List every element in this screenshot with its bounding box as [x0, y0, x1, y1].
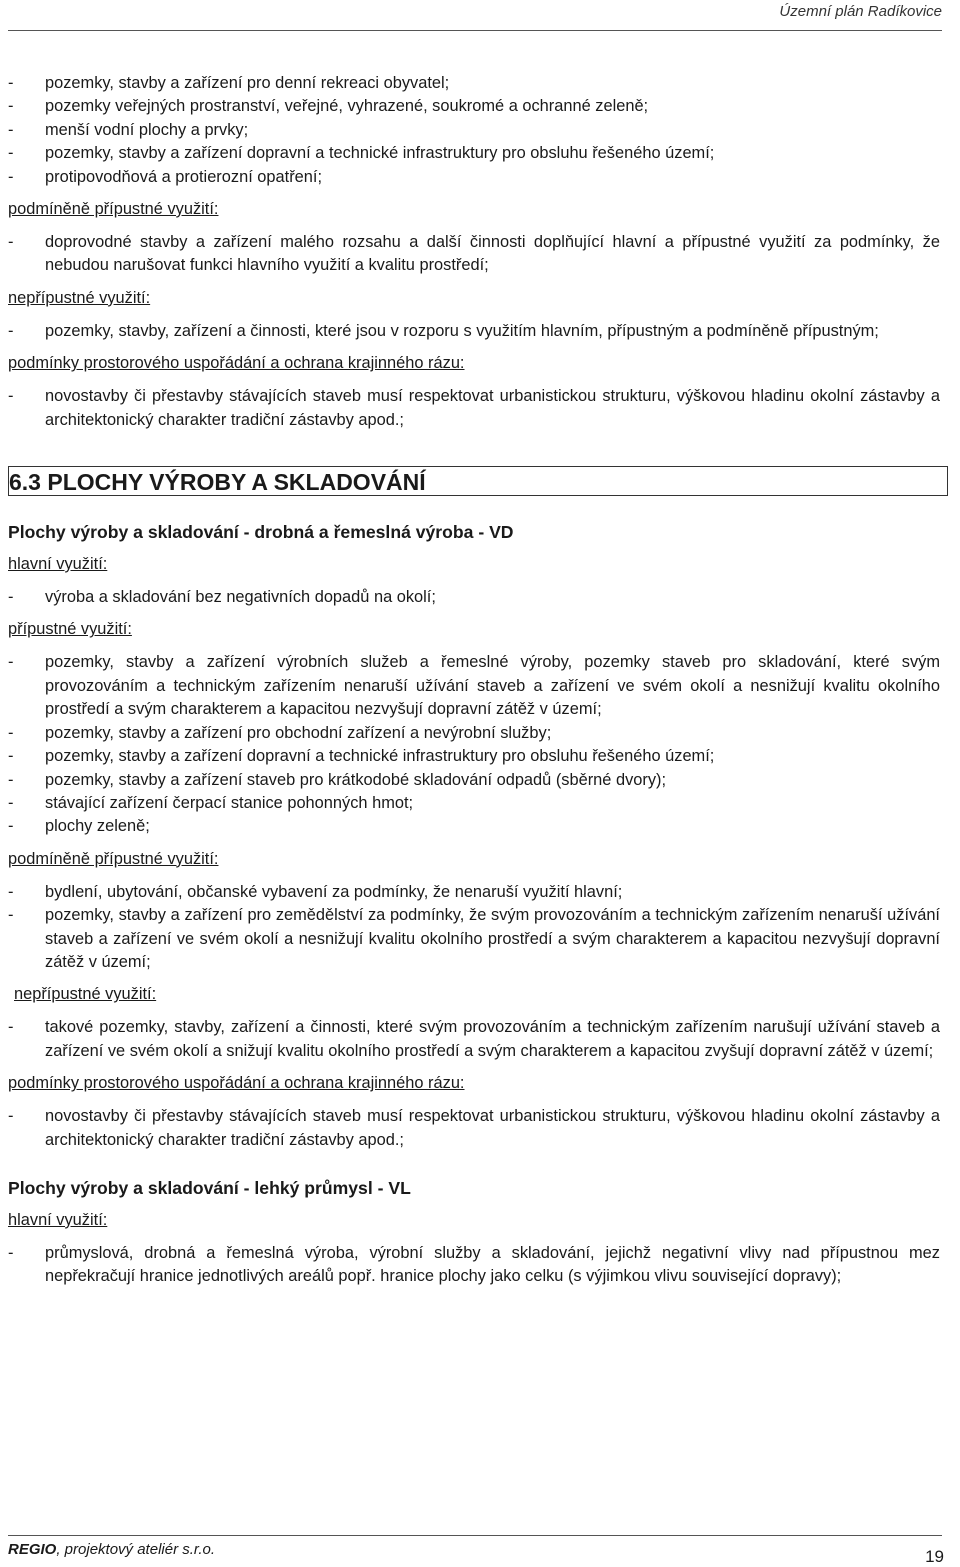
company-name	[8, 1541, 215, 1558]
list-bullet: -	[8, 906, 14, 925]
forbidden-use-list	[8, 320, 940, 343]
vd-conditional-use-list	[8, 881, 940, 975]
list-bullet: -	[8, 1018, 14, 1037]
list-item	[8, 166, 940, 189]
list-item-text: pozemky, stavby a zařízení staveb pro krátkodobé skladování odpadů (sběrné dvory);	[45, 770, 667, 789]
page-footer	[8, 1535, 944, 1566]
list-bullet: -	[8, 74, 14, 92]
intro-list	[8, 72, 940, 189]
list-item	[8, 385, 940, 432]
vl-main-use-label: hlavní využití:	[8, 1210, 108, 1229]
list-item-text: pozemky veřejných prostranství, veřejné, vyhrazené, soukromé a ochranné zeleně;	[45, 97, 649, 116]
list-item	[8, 651, 940, 721]
vd-conditional-use-label: podmíněně přípustné využití:	[8, 849, 219, 868]
document-title: Územní plán Radíkovice	[779, 3, 942, 20]
spatial-conditions-label: podmínky prostorového uspořádání a ochrana krajinného rázu:	[8, 354, 465, 373]
list-bullet: -	[8, 321, 14, 340]
document-body	[8, 72, 940, 1289]
list-item	[8, 95, 940, 118]
list-item	[8, 815, 940, 838]
list-item-text: pozemky, stavby a zařízení pro denní rekreaci obyvatel;	[45, 74, 450, 92]
list-item-text: plochy zeleně;	[45, 817, 150, 836]
list-bullet: -	[8, 588, 14, 607]
list-item	[8, 231, 940, 278]
vd-allowed-use-label: přípustné využití:	[8, 620, 132, 639]
list-item-text: novostavby či přestavby stávajících staveb musí respektovat urbanistickou strukturu, výškovou hladinu okolní zástavby a architektonický charakter tradiční zástavby apod.;	[45, 387, 940, 429]
list-item	[8, 1242, 940, 1289]
page-number: 19	[925, 1547, 944, 1566]
company-suffix: , projektový ateliér s.r.o.	[56, 1541, 216, 1558]
list-item-text: průmyslová, drobná a řemeslná výroba, výrobní služby a skladování, jejichž negativní vlivy nad přípustnou mez nepřekračují hranice jednotlivých areálů popř. hranice plochy jako celku (s výjimkou vlivu související dopravy);	[45, 1243, 940, 1286]
list-item	[8, 586, 940, 609]
list-item	[8, 769, 940, 792]
list-item	[8, 904, 940, 974]
list-item-text: protipovodňová a protierozní opatření;	[45, 167, 323, 186]
list-item-text: pozemky, stavby a zařízení pro obchodní zařízení a nevýrobní služby;	[45, 723, 552, 742]
list-item	[8, 119, 940, 142]
list-item-text: pozemky, stavby a zařízení dopravní a technické infrastruktury pro obsluhu řešeného území;	[45, 747, 715, 766]
vd-main-use-label: hlavní využití:	[8, 555, 108, 574]
list-item	[8, 142, 940, 165]
spatial-conditions-list	[8, 385, 940, 432]
vd-spatial-conditions-label: podmínky prostorového uspořádání a ochrana krajinného rázu:	[8, 1074, 465, 1093]
vd-allowed-use-list	[8, 651, 940, 838]
list-item-text: bydlení, ubytování, občanské vybavení za podmínky, že nenaruší využití hlavní;	[45, 882, 623, 901]
list-item	[8, 745, 940, 768]
list-bullet: -	[8, 144, 14, 163]
list-bullet: -	[8, 817, 14, 836]
list-bullet: -	[8, 167, 14, 186]
company-brand: REGIO	[8, 1541, 57, 1558]
vd-heading: Plochy výroby a skladování - drobná a řemeslná výroba - VD	[8, 522, 514, 543]
section-heading-box	[8, 466, 948, 496]
vd-forbidden-use-label: nepřípustné využití:	[14, 985, 157, 1004]
vl-heading: Plochy výroby a skladování - lehký průmysl - VL	[8, 1177, 411, 1198]
list-bullet: -	[8, 882, 14, 901]
vd-forbidden-use-list	[8, 1016, 940, 1063]
list-item	[8, 722, 940, 745]
list-item	[8, 1105, 940, 1152]
conditional-use-list	[8, 231, 940, 278]
list-bullet: -	[8, 97, 14, 116]
list-item	[8, 792, 940, 815]
vd-main-use-list	[8, 586, 940, 609]
list-bullet: -	[8, 233, 14, 252]
list-item-text: menší vodní plochy a prvky;	[45, 120, 249, 139]
vd-spatial-conditions-list	[8, 1105, 940, 1152]
list-bullet: -	[8, 793, 14, 812]
conditional-use-label: podmíněně přípustné využití:	[8, 200, 219, 219]
list-bullet: -	[8, 120, 14, 139]
list-item-text: pozemky, stavby a zařízení pro zemědělství za podmínky, že svým provozováním a technickým zařízením nenaruší užívání staveb a zařízení ve svém okolí a nesnižují kvalitu okolního prostředí a svým charakterem a kapacitou nezvyšují dopravní zátěž v území;	[45, 906, 940, 971]
list-item	[8, 881, 940, 904]
list-bullet: -	[8, 1107, 14, 1126]
list-item-text: výroba a skladování bez negativních dopadů na okolí;	[45, 588, 436, 607]
forbidden-use-label: nepřípustné využití:	[8, 288, 151, 307]
list-bullet: -	[8, 653, 14, 672]
list-item-text: novostavby či přestavby stávajících staveb musí respektovat urbanistickou strukturu, výškovou hladinu okolní zástavby a architektonický charakter tradiční zástavby apod.;	[45, 1107, 940, 1149]
list-bullet: -	[8, 747, 14, 766]
section-heading: 6.3 PLOCHY VÝROBY A SKLADOVÁNÍ	[9, 469, 426, 496]
list-bullet: -	[8, 387, 14, 406]
list-bullet: -	[8, 1243, 14, 1262]
list-item-text: pozemky, stavby a zařízení dopravní a technické infrastruktury pro obsluhu řešeného území;	[45, 144, 715, 163]
list-item	[8, 72, 940, 95]
list-bullet: -	[8, 770, 14, 789]
list-bullet: -	[8, 723, 14, 742]
page-header	[8, 0, 942, 31]
list-item	[8, 1016, 940, 1063]
list-item	[8, 320, 940, 343]
list-item-text: pozemky, stavby a zařízení výrobních služeb a řemeslné výroby, pozemky staveb pro skladování, které svým provozováním a technickým zařízením nenaruší užívání staveb a zařízení ve svém okolí a nesnižují kvalitu okolního prostředí a svým charakterem a kapacitou nezvyšují dopravní zátěž v území;	[45, 653, 940, 719]
list-item-text: doprovodné stavby a zařízení malého rozsahu a další činnosti doplňující hlavní a přípustné využití za podmínky, že nebudou narušovat funkci hlavního využití a kvalitu prostředí;	[45, 233, 940, 275]
list-item-text: stávající zařízení čerpací stanice pohonných hmot;	[45, 793, 414, 812]
list-item-text: takové pozemky, stavby, zařízení a činnosti, které svým provozováním a technickým zařízením narušují užívání staveb a zařízení ve svém okolí a snižují kvalitu okolního prostředí a svým charakterem a kapacitou zvyšují dopravní zátěž v území;	[45, 1018, 940, 1060]
list-item-text: pozemky, stavby, zařízení a činnosti, které jsou v rozporu s využitím hlavním, přípustným a podmíněně přípustným;	[45, 321, 879, 340]
vl-main-use-list	[8, 1242, 940, 1289]
